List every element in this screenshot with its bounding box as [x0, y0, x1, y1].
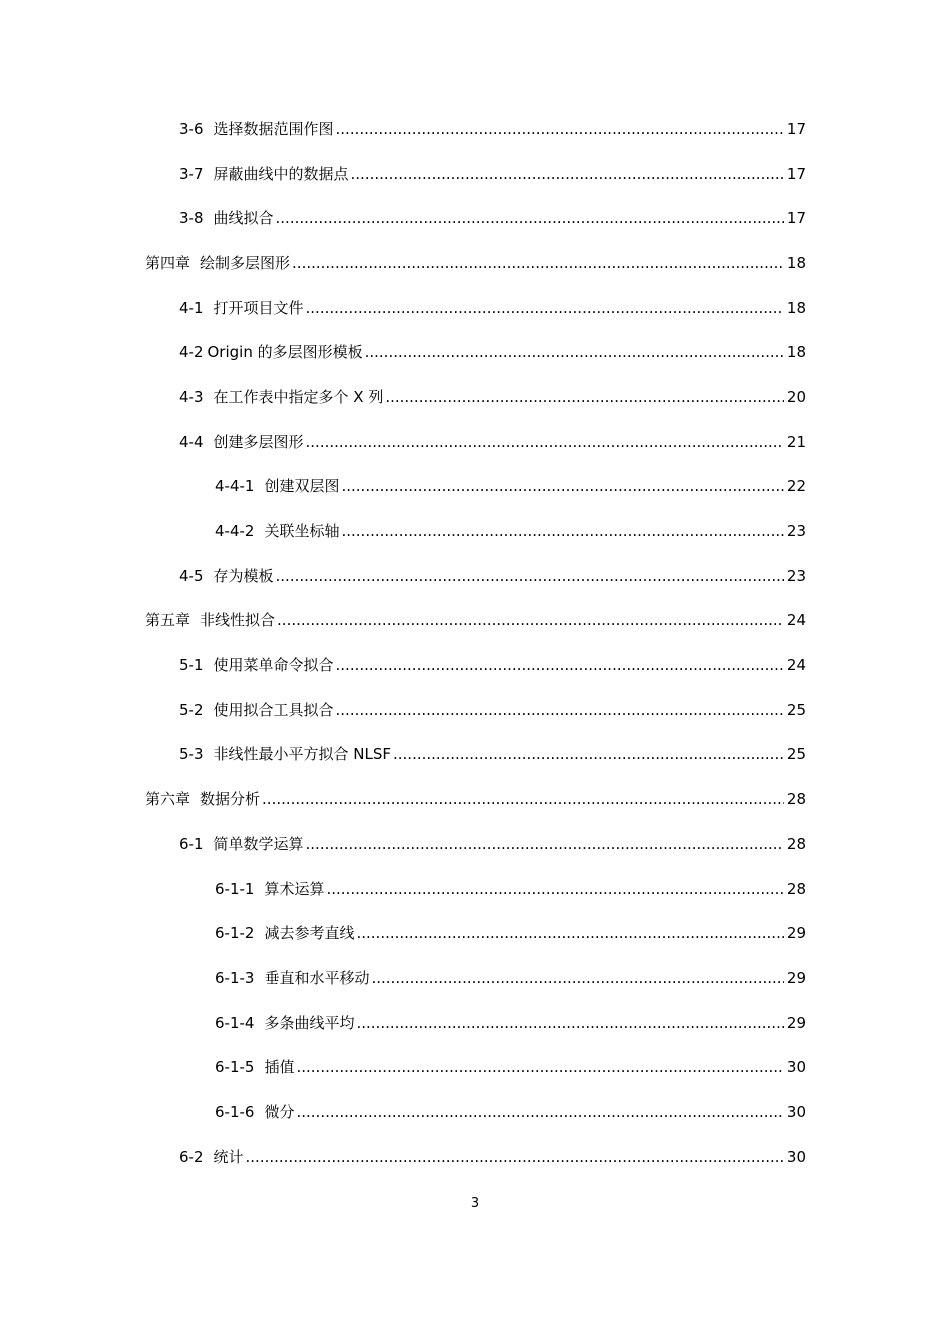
toc-dot-leader: [306, 837, 784, 852]
toc-dot-leader: [296, 1060, 784, 1075]
toc-subsection-entry[interactable]: [0, 911, 950, 956]
toc-entry-number: 3-7: [179, 164, 204, 183]
toc-entry-number: 6-1-4: [215, 1013, 255, 1032]
toc-entry-page: 30: [786, 1102, 806, 1121]
toc-entry-page: 23: [786, 522, 806, 541]
toc-entry-page: 28: [786, 790, 806, 809]
toc-entry-page: 28: [786, 879, 806, 898]
toc-dot-leader: [276, 569, 784, 584]
toc-dot-leader: [246, 1150, 784, 1165]
toc-entry-number: 6-1: [179, 834, 204, 853]
toc-chapter-entry[interactable]: [0, 241, 950, 286]
toc-entry-number: 4-4-1: [215, 477, 255, 496]
toc-entry-title: 简单数学运算: [213, 834, 304, 853]
toc-entry-title: Origin 的多层图形模板: [207, 343, 363, 362]
toc-dot-leader: [292, 256, 784, 271]
toc-entry-number: 4-3: [179, 387, 204, 406]
toc-entry-page: 30: [786, 1058, 806, 1077]
toc-entry[interactable]: [0, 330, 950, 375]
toc-entry-number: 6-1-1: [215, 879, 255, 898]
toc-entry-title: 选择数据范围作图: [213, 119, 334, 138]
toc-entry[interactable]: [0, 643, 950, 688]
toc-entry-number: 5-3: [179, 745, 204, 764]
toc-entry-page: 24: [786, 611, 806, 630]
toc-entry-title: 存为模板: [213, 566, 274, 585]
toc-entry-title: 非线性拟合: [200, 611, 276, 630]
toc-subsection-entry[interactable]: [0, 1001, 950, 1046]
toc-entry-page: 25: [786, 745, 806, 764]
toc-dot-leader: [336, 658, 784, 673]
toc-entry-title: 插值: [264, 1058, 295, 1077]
toc-entry-title: 数据分析: [200, 790, 261, 809]
toc-entry-title: 减去参考直线: [264, 924, 355, 943]
toc-dot-leader: [306, 435, 784, 450]
toc-entry-number: 4-1: [179, 298, 204, 317]
toc-entry-page: 29: [786, 968, 806, 987]
toc-entry-title: 垂直和水平移动: [264, 968, 370, 987]
toc-entry-number: 第五章: [145, 611, 191, 630]
toc-entry-title: 使用拟合工具拟合: [213, 700, 334, 719]
toc-dot-leader: [356, 926, 784, 941]
toc-entry-page: 22: [786, 477, 806, 496]
toc-entry-title: 创建多层图形: [213, 432, 304, 451]
toc-dot-leader: [393, 747, 784, 762]
toc-entry-number: 6-1-2: [215, 924, 255, 943]
table-of-contents: [0, 107, 950, 1180]
toc-entry-number: 3-6: [179, 119, 204, 138]
toc-entry[interactable]: [0, 733, 950, 778]
toc-dot-leader: [306, 301, 784, 316]
toc-entry-page: 20: [786, 387, 806, 406]
toc-entry-page: 18: [786, 298, 806, 317]
toc-dot-leader: [341, 479, 784, 494]
toc-dot-leader: [262, 792, 784, 807]
toc-subsection-entry[interactable]: [0, 1090, 950, 1135]
toc-entry-page: 29: [786, 1013, 806, 1032]
toc-entry-number: 6-1-6: [215, 1102, 255, 1121]
toc-dot-leader: [336, 122, 784, 137]
toc-entry-number: 第四章: [145, 253, 191, 272]
toc-entry-title: 曲线拟合: [213, 209, 274, 228]
toc-entry-title: 非线性最小平方拟合 NLSF: [213, 745, 391, 764]
toc-dot-leader: [371, 971, 784, 986]
toc-entry-title: 使用菜单命令拟合: [213, 656, 334, 675]
toc-subsection-entry[interactable]: [0, 1045, 950, 1090]
toc-entry-page: 18: [786, 253, 806, 272]
toc-entry-page: 24: [786, 656, 806, 675]
toc-entry-title: 关联坐标轴: [264, 522, 340, 541]
toc-entry[interactable]: [0, 375, 950, 420]
toc-entry-title: 统计: [213, 1147, 244, 1166]
toc-entry-title: 创建双层图: [264, 477, 340, 496]
toc-entry[interactable]: [0, 107, 950, 152]
toc-entry[interactable]: [0, 420, 950, 465]
toc-entry-number: 6-1-3: [215, 968, 255, 987]
toc-entry-page: 17: [786, 209, 806, 228]
toc-dot-leader: [385, 390, 784, 405]
toc-entry-title: 绘制多层图形: [200, 253, 291, 272]
toc-entry-page: 17: [786, 119, 806, 138]
toc-entry-number: 4-4-2: [215, 522, 255, 541]
toc-entry-page: 18: [786, 343, 806, 362]
toc-entry-number: 5-2: [179, 700, 204, 719]
toc-entry-number: 6-2: [179, 1147, 204, 1166]
page-number: 3: [470, 1196, 480, 1211]
toc-subsection-entry[interactable]: [0, 509, 950, 554]
toc-dot-leader: [365, 345, 784, 360]
toc-dot-leader: [277, 613, 784, 628]
toc-entry-title: 微分: [264, 1102, 295, 1121]
toc-dot-leader: [351, 167, 784, 182]
toc-entry-title: 打开项目文件: [213, 298, 304, 317]
toc-entry-number: 第六章: [145, 790, 191, 809]
toc-entry[interactable]: [0, 554, 950, 599]
toc-entry-page: 29: [786, 924, 806, 943]
toc-entry-number: 3-8: [179, 209, 204, 228]
toc-entry-page: 23: [786, 566, 806, 585]
toc-dot-leader: [276, 211, 784, 226]
toc-entry-page: 21: [786, 432, 806, 451]
toc-entry-page: 25: [786, 700, 806, 719]
toc-dot-leader: [326, 882, 784, 897]
toc-dot-leader: [341, 524, 784, 539]
toc-entry-number: 4-2: [179, 343, 204, 362]
toc-subsection-entry[interactable]: [0, 465, 950, 510]
toc-chapter-entry[interactable]: [0, 777, 950, 822]
toc-subsection-entry[interactable]: [0, 956, 950, 1001]
toc-subsection-entry[interactable]: [0, 867, 950, 912]
toc-entry[interactable]: [0, 152, 950, 197]
toc-entry[interactable]: [0, 1135, 950, 1180]
toc-entry-page: 28: [786, 834, 806, 853]
toc-entry-title: 多条曲线平均: [264, 1013, 355, 1032]
toc-entry[interactable]: [0, 822, 950, 867]
toc-dot-leader: [296, 1105, 784, 1120]
toc-chapter-entry[interactable]: [0, 599, 950, 644]
toc-entry-title: 在工作表中指定多个 X 列: [213, 387, 384, 406]
toc-entry-number: 4-4: [179, 432, 204, 451]
toc-entry[interactable]: [0, 688, 950, 733]
toc-entry-number: 4-5: [179, 566, 204, 585]
toc-dot-leader: [356, 1016, 784, 1031]
toc-entry-title: 屏蔽曲线中的数据点: [213, 164, 349, 183]
toc-entry-number: 6-1-5: [215, 1058, 255, 1077]
toc-entry[interactable]: [0, 196, 950, 241]
toc-entry-page: 17: [786, 164, 806, 183]
toc-entry-number: 5-1: [179, 656, 204, 675]
toc-entry[interactable]: [0, 286, 950, 331]
toc-entry-page: 30: [786, 1147, 806, 1166]
toc-dot-leader: [336, 703, 784, 718]
toc-entry-title: 算术运算: [264, 879, 325, 898]
